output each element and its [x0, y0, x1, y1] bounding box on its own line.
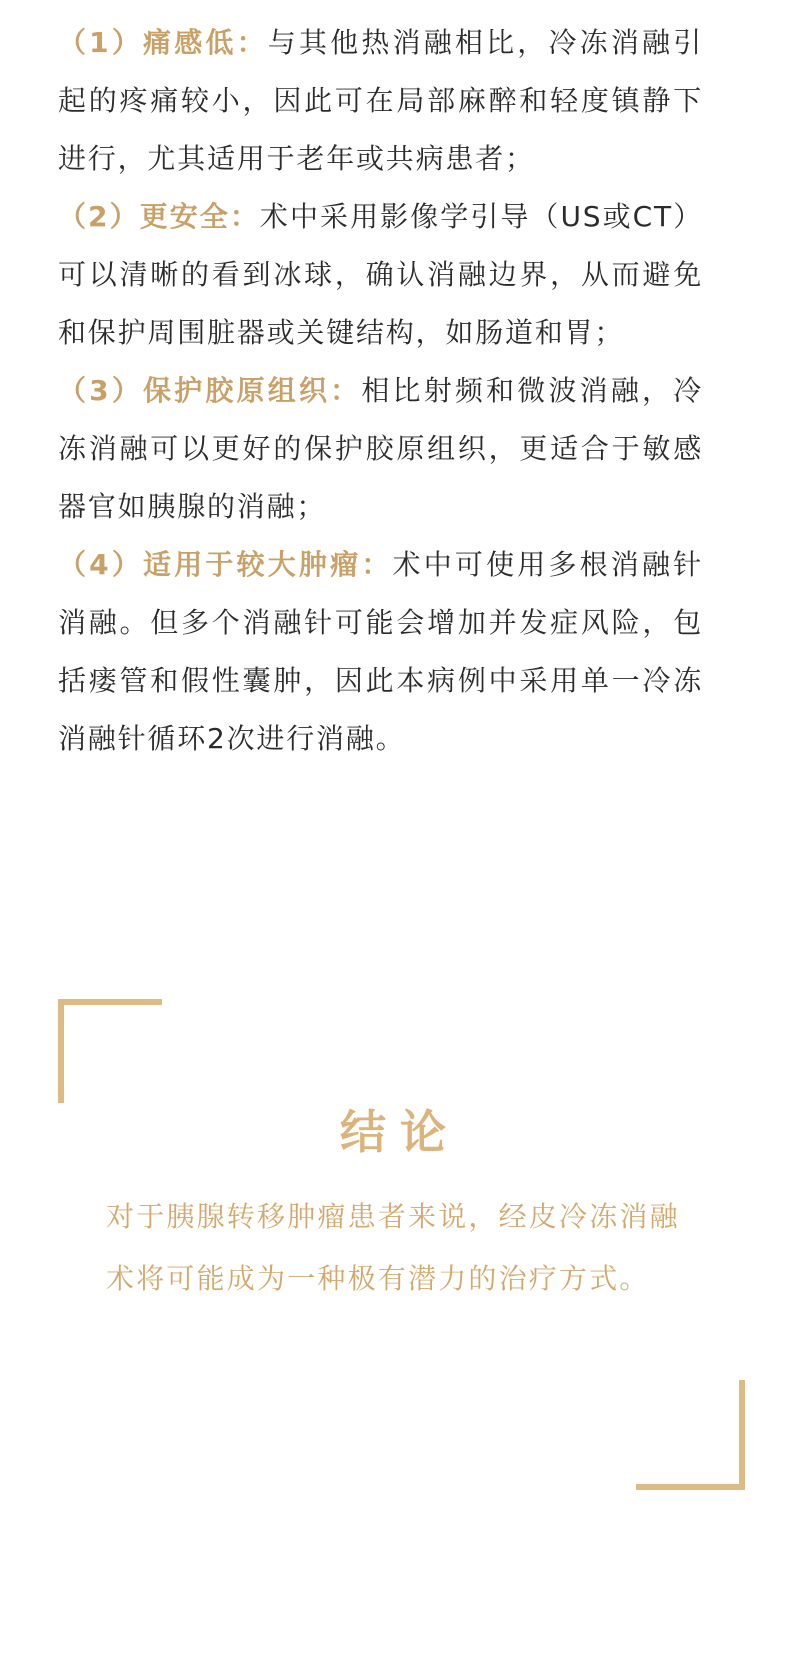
advantage-item-3	[58, 362, 703, 536]
advantage-text-4: 术中可使用多根消融针消融。但多个消融针可能会增加并发症风险，包括瘘管和假性囊肿，因此本病例中采用单一冷冻消融针循环2次进行消融。	[58, 548, 703, 755]
advantage-heading-1: （1）痛感低：	[58, 26, 268, 59]
advantage-text-1: 与其他热消融相比，冷冻消融引起的疼痛较小，因此可在局部麻醉和轻度镇静下进行，尤其适用于老年或共病患者；	[58, 26, 703, 175]
advantage-heading-4: （4）适用于较大肿瘤：	[58, 548, 393, 581]
conclusion-title: 结论	[340, 1105, 460, 1159]
frame-corner-bottom-right	[636, 1380, 745, 1490]
conclusion-text: 对于胰腺转移肿瘤患者来说，经皮冷冻消融术将可能成为一种极有潜力的治疗方式。	[106, 1200, 680, 1295]
advantage-text-2: 术中采用影像学引导（US或CT）可以清晰的看到冰球，确认消融边界，从而避免和保护周围脏器或关键结构，如肠道和胃；	[58, 200, 703, 349]
advantage-item-1	[58, 14, 703, 188]
advantage-heading-3: （3）保护胶原组织：	[58, 374, 362, 407]
advantages-list	[58, 14, 703, 768]
advantage-heading-2: （2）更安全：	[58, 200, 260, 233]
frame-corner-top-left	[58, 999, 162, 1103]
advantage-text-3: 相比射频和微波消融，冷冻消融可以更好的保护胶原组织，更适合于敏感器官如胰腺的消融；	[58, 374, 703, 523]
advantage-item-2	[58, 188, 703, 362]
advantage-item-4	[58, 536, 703, 768]
